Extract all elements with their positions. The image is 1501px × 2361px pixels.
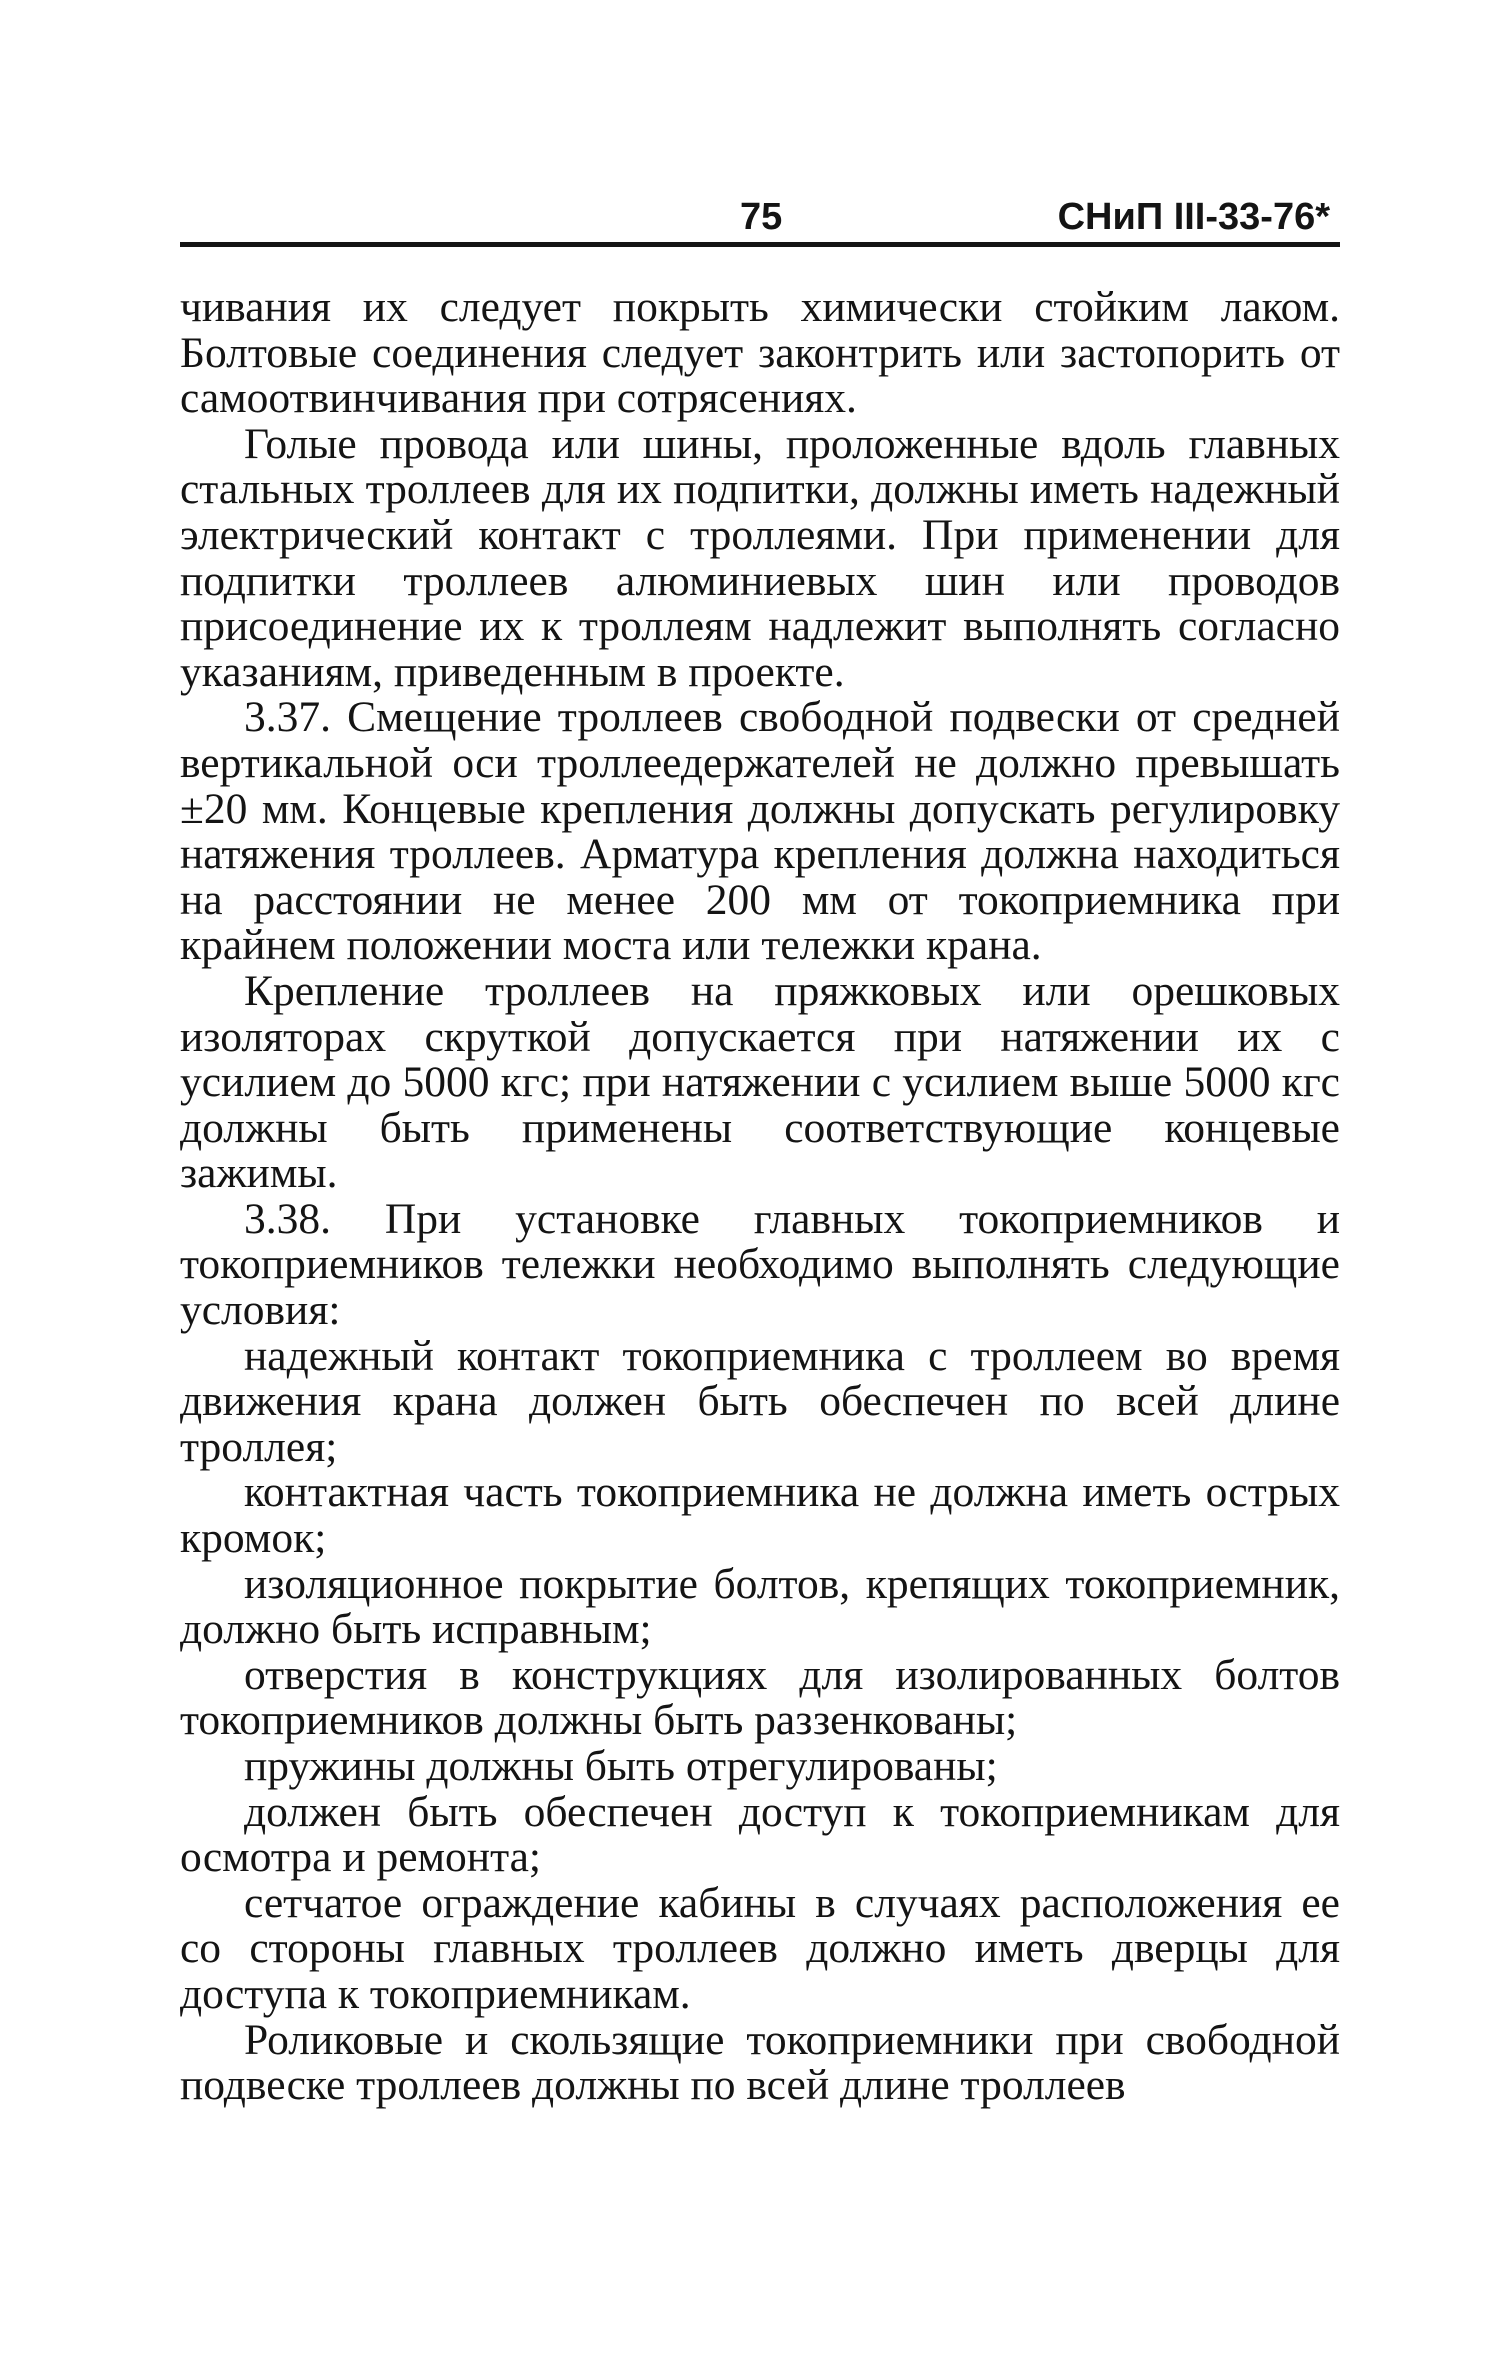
paragraph-trolley-fastening: Крепление троллеев на пряжковых или орешковых изоляторах скруткой допускается при натяжении их с усилием до 5000 кгс; при натяжении с усилием выше 5000 кгс должны быть применены соответствующие концевые зажимы. <box>180 966 1340 1198</box>
condition-item: сетчатое ограждение кабины в случаях расположения ее со стороны главных троллеев должно иметь дверцы для доступа к токоприемникам. <box>180 1878 1340 2018</box>
document-code: СНиП III-33-76* <box>1057 196 1330 238</box>
paragraph-feeder-wires: Голые провода или шины, проложенные вдоль главных стальных троллеев для их подпитки, должны иметь надежный электрический контакт с троллеями. При применении для подпитки троллеев алюминиевых шин или проводов присоединение их к троллеям надлежит выполнять согласно указаниям, приведенным в проекте. <box>180 419 1340 696</box>
paragraph-continuation: чивания их следует покрыть химически стойким лаком. Болтовые соединения следует законтрить или застопорить от самоотвинчивания при сотрясениях. <box>180 283 1340 423</box>
condition-item: должен быть обеспечен доступ к токоприемникам для осмотра и ремонта; <box>180 1787 1340 1882</box>
paragraph-3-38: 3.38. При установке главных токоприемников и токоприемников тележки необходимо выполнять следующие условия: <box>180 1194 1340 1335</box>
condition-item: изоляционное покрытие болтов, крепящих токоприемник, должно быть исправным; <box>180 1559 1340 1654</box>
paragraph-3-37: 3.37. Смещение троллеев свободной подвески от средней вертикальной оси троллеедержателей не должно превышать ±20 мм. Концевые крепления должны допускать регулировку натяжения троллеев. Арматура крепления должна находиться на расстоянии не менее 200 мм от токоприемника при крайнем положении моста или тележки крана. <box>180 693 1340 970</box>
page-header <box>180 190 1340 247</box>
condition-item: отверстия в конструкциях для изолированных болтов токоприемников должны быть раззенкованы; <box>180 1650 1340 1745</box>
condition-item: пружины должны быть отрегулированы; <box>244 1742 998 1790</box>
body-text <box>180 285 1340 2109</box>
condition-item: надежный контакт токоприемника с троллеем во время движения крана должен быть обеспечен по всей длине троллея; <box>180 1331 1340 1471</box>
page-number: 75 <box>740 196 783 238</box>
condition-item: контактная часть токоприемника не должна иметь острых кромок; <box>180 1468 1340 1563</box>
document-page <box>180 190 1340 2109</box>
paragraph-roller-collectors: Роликовые и скользящие токоприемники при свободной подвеске троллеев должны по всей длине троллеев <box>180 2015 1340 2110</box>
